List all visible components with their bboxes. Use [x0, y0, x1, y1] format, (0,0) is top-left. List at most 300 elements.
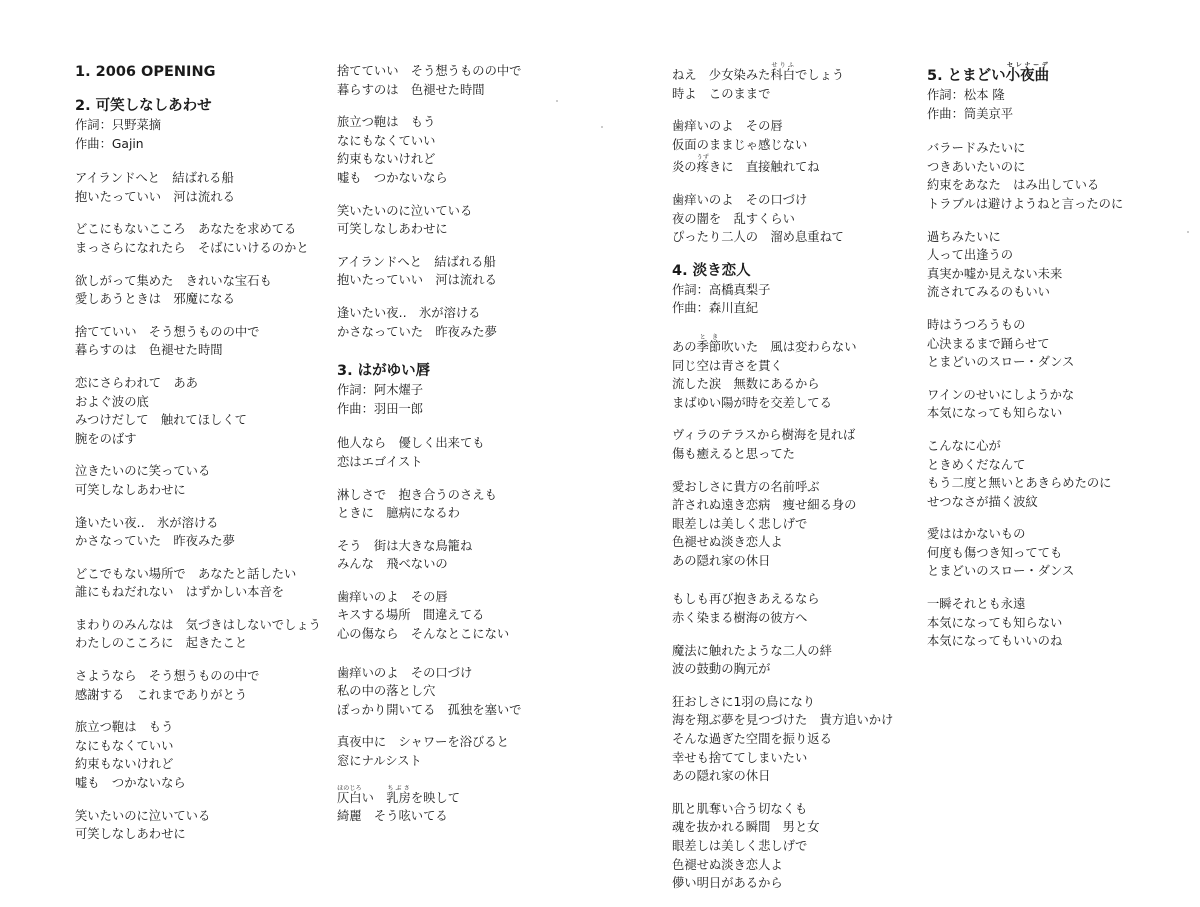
lyric-line: [927, 353, 1177, 372]
lyric-line: [927, 139, 1177, 158]
text-segment: そんな過ぎた空間を振り返る: [672, 732, 832, 747]
song-title: [75, 62, 325, 82]
lyric-line: [75, 220, 325, 239]
lyric-line: [337, 733, 587, 752]
text-segment: 儚い明日があるから: [672, 876, 783, 891]
lyric-line: [337, 220, 587, 239]
text-segment: 炎の: [672, 160, 697, 175]
lyric-stanza: [75, 807, 325, 844]
lyric-line: [75, 667, 325, 686]
lyric-line: [75, 718, 325, 737]
lyric-line: [75, 481, 325, 500]
text-segment: ねえ 少女染みた: [672, 68, 771, 82]
text-segment: 窓にナルシスト: [337, 754, 422, 769]
lyric-line: [927, 316, 1177, 335]
lyric-line: [927, 283, 1177, 302]
text-segment: どこでもない場所で あなたと話したい: [75, 566, 297, 581]
lyric-line: [927, 456, 1177, 475]
lyric-stanza: [75, 616, 325, 653]
lyric-line: [75, 188, 325, 207]
lyric-line: [75, 323, 325, 342]
lyrics-column-1: [75, 62, 325, 858]
text-segment: 旅立つ鞄は もう: [75, 720, 174, 735]
lyric-stanza: [75, 718, 325, 792]
furigana: とき: [696, 333, 722, 341]
lyric-line: [75, 737, 325, 756]
text-segment: 捨てていい そう想うものの中で: [75, 324, 260, 339]
text-segment: 笑いたいのに泣いている: [337, 203, 473, 218]
text-segment: 愛しあうときは 邪魔になる: [75, 292, 235, 307]
text-segment: キスする場所 間違えてる: [337, 608, 485, 623]
credit-line: [75, 116, 325, 135]
text-segment: 人って出逢うの: [927, 248, 1014, 263]
text-segment: 3. はがゆい唇: [337, 363, 431, 380]
text-segment: 肌と肌奪い合う切なくも: [672, 801, 808, 816]
text-segment: を映して: [410, 790, 461, 805]
lyric-stanza: [927, 525, 1177, 581]
text-segment: そう 街は大きな鳥籠ね: [337, 538, 473, 553]
text-segment: ぴったり二人の 溜め息重ねて: [672, 230, 844, 245]
text-segment: アイランドへと 結ばれる船: [337, 254, 496, 269]
text-segment: 恋にさらわれて ああ: [75, 375, 198, 390]
ruby-text: [1005, 62, 1050, 84]
credit-line: [337, 381, 587, 400]
lyric-line: [337, 150, 587, 169]
text-segment: みつけだして 触れてほしくて: [75, 413, 247, 428]
lyric-line: [672, 818, 912, 837]
text-segment: い: [361, 790, 387, 805]
lyric-line: [337, 169, 587, 188]
lyric-stanza: [927, 595, 1177, 651]
ruby-base: 科白: [770, 68, 795, 82]
lyric-stanza: [75, 667, 325, 704]
lyric-stanza: [672, 642, 912, 679]
lyric-line: [672, 693, 912, 712]
lyric-line: [75, 239, 325, 258]
song-credits: [337, 381, 587, 418]
lyric-stanza: [337, 113, 587, 187]
lyric-line: [672, 136, 912, 155]
text-segment: 流されてみるのもいい: [927, 285, 1050, 300]
text-segment: 吹いた 風は変わらない: [721, 339, 857, 354]
text-segment: 旅立つ鞄は もう: [337, 115, 436, 130]
text-segment: 約束もないけれど: [75, 757, 174, 772]
lyric-stanza: [672, 590, 912, 627]
lyric-line: [672, 856, 912, 875]
lyric-line: [75, 807, 325, 826]
scan-speck: [1187, 231, 1189, 233]
lyric-stanza: [672, 426, 912, 463]
lyric-stanza: [337, 202, 587, 239]
text-segment: 魔法に触れたような二人の絆: [672, 643, 832, 658]
text-segment: 作詞：松本 隆: [927, 88, 1005, 102]
lyric-stanza: [337, 304, 587, 341]
lyric-line: [75, 616, 325, 635]
lyric-line: [672, 426, 912, 445]
lyric-line: [337, 202, 587, 221]
lyric-stanza: [927, 228, 1177, 302]
text-segment: あの隠れ家の休日: [672, 769, 771, 784]
lyric-line: [337, 271, 587, 290]
lyric-line: [75, 341, 325, 360]
text-segment: きに 直接触れてね: [708, 160, 820, 175]
lyric-line: [927, 158, 1177, 177]
text-segment: 傷も癒えると思ってた: [672, 446, 795, 461]
lyric-line: [337, 606, 587, 625]
lyric-line: [672, 357, 912, 376]
credit-line: [337, 400, 587, 419]
lyric-stanza: [927, 139, 1177, 213]
lyric-line: [337, 752, 587, 771]
text-segment: 綺麗 そう呟いてる: [337, 809, 448, 824]
lyric-stanza: [672, 62, 912, 103]
furigana: せりふ: [770, 62, 795, 69]
lyrics-column-3: [672, 62, 912, 907]
text-segment: ワインのせいにしようかな: [927, 387, 1075, 402]
text-segment: 私の中の落とし穴: [337, 684, 436, 699]
text-segment: まっさらになれたら そばにいけるのかと: [75, 240, 309, 255]
text-segment: 暮らすのは 色褪せた時間: [75, 343, 223, 358]
text-segment: 真実か嘘か見えない未来: [927, 266, 1063, 281]
text-segment: 何度も傷つき知ってても: [927, 545, 1063, 560]
text-segment: 逢いたい夜‥ 氷が溶ける: [75, 515, 219, 530]
lyric-line: [75, 411, 325, 430]
text-segment: 幸せも捨ててしまいたい: [672, 750, 808, 765]
text-segment: なにもなくていい: [75, 738, 174, 753]
text-segment: 歯痒いのよ その唇: [337, 589, 448, 604]
text-segment: 心決まるまで踊らせて: [927, 336, 1050, 351]
text-segment: 時はうつろうもの: [927, 317, 1026, 332]
text-segment: 眼差しは美しく悲しげで: [672, 839, 808, 853]
lyric-line: [927, 632, 1177, 651]
lyric-line: [337, 682, 587, 701]
lyric-stanza: [75, 565, 325, 602]
lyric-line: [337, 537, 587, 556]
text-segment: わたしのこころに 起きたこと: [75, 636, 248, 651]
credit-line: [927, 105, 1177, 124]
lyric-line: [927, 525, 1177, 544]
lyric-line: [75, 825, 325, 844]
furigana: セレナーデ: [1005, 62, 1050, 69]
lyric-line: [75, 755, 325, 774]
text-segment: 夜の闇を 乱すくらい: [672, 211, 795, 226]
text-segment: 5. とまどい: [927, 68, 1006, 84]
song-credits: [927, 86, 1177, 123]
lyric-stanza: [337, 253, 587, 290]
lyric-line: [337, 588, 587, 607]
text-segment: せつなさが描く波紋: [927, 494, 1038, 509]
ruby-base: 小夜曲: [1005, 68, 1050, 84]
text-segment: 泣きたいのに笑っている: [75, 464, 211, 479]
text-segment: 色褪せぬ淡き恋人よ: [672, 535, 783, 550]
lyric-line: [927, 595, 1177, 614]
lyric-stanza: [75, 272, 325, 309]
song-title: [927, 62, 1177, 86]
text-segment: 作曲：筒美京平: [927, 106, 1014, 121]
lyric-line: [672, 749, 912, 768]
lyric-line: [75, 169, 325, 188]
lyric-line: [927, 493, 1177, 512]
lyric-stanza: [75, 374, 325, 448]
text-segment: アイランドへと 結ばれる船: [75, 171, 234, 186]
text-segment: 仮面のままじゃ感じない: [672, 137, 808, 152]
lyric-line: [672, 210, 912, 229]
text-segment: 恋はエゴイスト: [337, 454, 423, 469]
lyric-stanza: [75, 323, 325, 360]
lyric-stanza: [337, 664, 587, 720]
ruby-base: 疼: [696, 160, 709, 175]
text-segment: でしょう: [795, 68, 845, 82]
text-segment: 暮らすのは 色褪せた時間: [337, 82, 485, 97]
lyric-line: [927, 437, 1177, 456]
lyric-line: [75, 583, 325, 602]
text-segment: 狂おしさに1羽の鳥になり: [672, 694, 816, 709]
credit-line: [927, 86, 1177, 105]
lyric-line: [75, 272, 325, 291]
lyric-stanza: [75, 220, 325, 257]
lyric-line: [337, 323, 587, 342]
lyric-line: [75, 374, 325, 393]
text-segment: もしも再び抱きあえるなら: [672, 592, 820, 607]
lyric-line: [672, 228, 912, 247]
credit-line: [672, 299, 912, 318]
song-title: [672, 261, 912, 281]
lyric-line: [927, 195, 1177, 214]
lyric-stanza: [672, 117, 912, 177]
text-segment: 腕をのばす: [75, 431, 137, 446]
song-credits: [75, 116, 325, 153]
text-segment: 眼差しは美しく悲しげで: [672, 516, 808, 531]
text-segment: 可笑しなしあわせに: [75, 482, 186, 497]
lyric-line: [337, 434, 587, 453]
text-segment: ぽっかり開いてる 孤独を塞いで: [337, 702, 522, 717]
lyric-line: [337, 304, 587, 323]
lyric-line: [337, 807, 587, 826]
lyric-line: [672, 334, 912, 357]
ruby-text: [696, 333, 722, 354]
text-segment: こんなに心が: [927, 438, 1001, 453]
lyric-line: [337, 81, 587, 100]
text-segment: あの: [672, 339, 697, 354]
lyric-line: [672, 478, 912, 497]
text-segment: 本気になっても知らない: [927, 406, 1063, 421]
lyric-stanza: [337, 486, 587, 523]
song-credits: [672, 281, 912, 318]
scan-speck: [556, 100, 558, 102]
lyric-line: [75, 290, 325, 309]
text-segment: 心の傷なら そんなとこにない: [337, 627, 510, 642]
lyric-line: [672, 62, 912, 85]
text-segment: 許されぬ遠き恋病 痩せ細る身の: [672, 498, 857, 513]
lyric-line: [75, 462, 325, 481]
lyric-line: [927, 176, 1177, 195]
lyric-line: [672, 609, 912, 628]
text-segment: 約束をあなた はみ出している: [927, 178, 1100, 193]
lyric-line: [672, 375, 912, 394]
text-segment: 作詞：只野菜摘: [75, 118, 162, 132]
text-segment: 本気になってもいいのね: [927, 634, 1063, 649]
lyric-line: [672, 515, 912, 534]
lyric-line: [672, 730, 912, 749]
text-segment: 逢いたい夜‥ 氷が溶ける: [337, 305, 481, 320]
lyric-line: [75, 774, 325, 793]
ruby-text: [386, 784, 411, 805]
text-segment: あの隠れ家の休日: [672, 553, 771, 568]
lyric-line: [75, 686, 325, 705]
ruby-base: 季節: [696, 339, 722, 354]
text-segment: 約束もないけれど: [337, 152, 436, 167]
text-segment: トラブルは避けようねと言ったのに: [927, 196, 1124, 211]
lyric-line: [337, 62, 587, 81]
lyric-line: [672, 533, 912, 552]
text-segment: 可笑しなしあわせに: [337, 222, 448, 237]
text-segment: 笑いたいのに泣いている: [75, 808, 211, 823]
lyric-line: [337, 701, 587, 720]
lyric-line: [927, 386, 1177, 405]
lyric-stanza: [337, 733, 587, 770]
text-segment: みんな 飛べないの: [337, 557, 448, 572]
lyric-line: [672, 874, 912, 893]
furigana: ちぶさ: [386, 784, 411, 792]
text-segment: もう二度と無いとあきらめたのに: [927, 476, 1112, 491]
lyric-line: [672, 496, 912, 515]
lyric-line: [337, 132, 587, 151]
lyric-line: [337, 785, 587, 808]
text-segment: 色褪せぬ淡き恋人よ: [672, 857, 783, 872]
lyric-stanza: [75, 169, 325, 206]
text-segment: 歯痒いのよ その口づけ: [672, 192, 808, 207]
lyric-line: [927, 404, 1177, 423]
lyrics-column-2: [337, 62, 587, 840]
text-segment: 欲しがって集めた きれいな宝石も: [75, 273, 272, 288]
text-segment: 2. 可笑しなしあわせ: [75, 98, 212, 114]
lyric-line: [337, 253, 587, 272]
lyrics-column-4: [927, 62, 1177, 665]
text-segment: バラードみたいに: [927, 141, 1026, 156]
lyric-line: [927, 228, 1177, 247]
lyric-line: [927, 544, 1177, 563]
lyric-line: [672, 767, 912, 786]
text-segment: 流した涙 無数にあるから: [672, 377, 820, 392]
text-segment: ヴィラのテラスから樹海を見れば: [672, 428, 856, 443]
text-segment: まばゆい陽が時を交差してる: [672, 395, 832, 410]
credit-line: [75, 135, 325, 154]
text-segment: とまどいのスロー・ダンス: [927, 564, 1075, 579]
text-segment: 捨てていい そう想うものの中で: [337, 64, 522, 78]
text-segment: 一瞬それとも永遠: [927, 597, 1026, 612]
lyric-line: [672, 837, 912, 856]
lyric-line: [672, 552, 912, 571]
scan-speck: [601, 126, 603, 128]
text-segment: 過ちみたいに: [927, 229, 1001, 244]
lyric-stanza: [672, 191, 912, 247]
text-segment: 同じ空は青さを貫く: [672, 358, 783, 373]
lyric-line: [672, 590, 912, 609]
furigana: うず: [696, 154, 709, 162]
text-segment: 赤く染まる樹海の彼方へ: [672, 611, 808, 626]
lyric-line: [672, 191, 912, 210]
text-segment: 1. 2006 OPENING: [75, 64, 216, 80]
lyric-stanza: [337, 62, 587, 99]
text-segment: 作曲：Gajin: [75, 136, 144, 151]
text-segment: 他人なら 優しく出来ても: [337, 436, 485, 451]
text-segment: 4. 淡き恋人: [672, 262, 751, 279]
lyric-line: [672, 394, 912, 413]
ruby-base: 仄白: [337, 790, 362, 805]
lyric-line: [927, 474, 1177, 493]
lyric-line: [672, 154, 912, 177]
text-segment: 感謝する これまでありがとう: [75, 687, 248, 702]
lyric-stanza: [927, 437, 1177, 511]
lyric-stanza: [672, 800, 912, 893]
lyric-line: [75, 430, 325, 449]
lyric-line: [672, 445, 912, 464]
lyric-stanza: [672, 693, 912, 786]
text-segment: 淋しさで 抱き合うのさえも: [337, 487, 497, 502]
lyric-line: [75, 532, 325, 551]
text-segment: 本気になっても知らない: [927, 615, 1063, 630]
text-segment: とまどいのスロー・ダンス: [927, 355, 1075, 370]
ruby-text: [337, 784, 362, 805]
lyric-stanza: [927, 316, 1177, 372]
ruby-base: 乳房: [386, 790, 411, 805]
lyric-line: [672, 642, 912, 661]
lyric-line: [337, 504, 587, 523]
text-segment: 嘘も つかないなら: [75, 776, 186, 791]
text-segment: 可笑しなしあわせに: [75, 827, 186, 842]
lyric-line: [927, 562, 1177, 581]
text-segment: 歯痒いのよ その口づけ: [337, 665, 473, 680]
lyric-stanza: [927, 386, 1177, 423]
lyric-line: [672, 660, 912, 679]
text-segment: 抱いたっていい 河は流れる: [337, 273, 497, 288]
lyric-line: [672, 85, 912, 104]
lyric-line: [337, 486, 587, 505]
text-segment: つきあいたいのに: [927, 159, 1026, 174]
lyric-stanza: [75, 514, 325, 551]
text-segment: 愛おしさに貴方の名前呼ぶ: [672, 479, 820, 494]
lyric-line: [337, 664, 587, 683]
text-segment: 誰にもねだれない はずかしい本音を: [75, 585, 285, 600]
credit-line: [672, 281, 912, 300]
lyric-line: [927, 246, 1177, 265]
lyric-stanza: [672, 478, 912, 571]
lyric-line: [337, 555, 587, 574]
lyric-line: [75, 565, 325, 584]
text-segment: 作詞：高橋真梨子: [672, 282, 771, 297]
lyric-stanza: [337, 537, 587, 574]
text-segment: 時よ このままで: [672, 86, 771, 101]
text-segment: ときに 臆病になるわ: [337, 506, 460, 521]
ruby-text: [770, 62, 795, 82]
text-segment: 海を翔ぶ夢を見つづけた 貴方追いかけ: [672, 713, 894, 728]
text-segment: およぐ波の底: [75, 394, 149, 409]
text-segment: 作曲：森川直紀: [672, 301, 759, 316]
text-segment: 抱いたっていい 河は流れる: [75, 189, 235, 204]
lyric-line: [672, 800, 912, 819]
text-segment: 魂を抜かれる瞬間 男と女: [672, 820, 820, 835]
text-segment: 嘘も つかないなら: [337, 170, 448, 185]
text-segment: まわりのみんなは 気づきはしないでしょう: [75, 617, 321, 632]
text-segment: かさなっていた 昨夜みた夢: [337, 324, 497, 339]
lyric-stanza: [337, 588, 587, 644]
text-segment: 愛ははかないもの: [927, 527, 1026, 542]
song-title: [75, 96, 325, 116]
furigana: ほのじろ: [337, 784, 362, 792]
lyric-line: [927, 614, 1177, 633]
text-segment: 歯痒いのよ その唇: [672, 119, 783, 134]
song-title: [337, 361, 587, 381]
